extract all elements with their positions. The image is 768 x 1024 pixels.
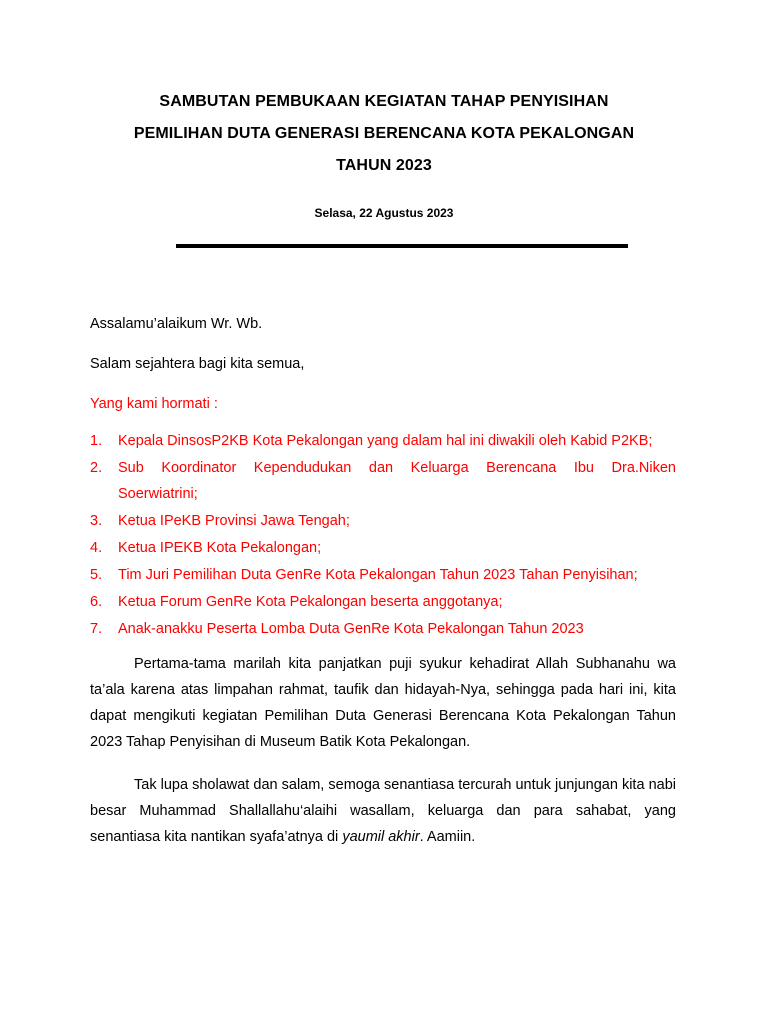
list-item-text: Kepala DinsosP2KB Kota Pekalongan yang dalam hal ini diwakili oleh Kabid P2KB; [118, 433, 653, 449]
list-item-number: 6. [90, 594, 103, 610]
document-date: Selasa, 22 Agustus 2023 [314, 206, 454, 220]
list-item [90, 508, 676, 534]
list-item-text-continued: Soerwiatrini; [118, 486, 198, 502]
title-divider [176, 244, 628, 248]
respect-heading: Yang kami hormati : [90, 396, 218, 412]
list-item-text: Tim Juri Pemilihan Duta GenRe Kota Pekalongan Tahun 2023 Tahan Penyisihan; [118, 567, 638, 583]
list-item-text: Ketua Forum GenRe Kota Pekalongan beserta anggotanya; [118, 594, 503, 610]
list-item [90, 535, 676, 561]
list-item [90, 428, 676, 454]
body-paragraph-2-text: Tak lupa sholawat dan salam, semoga senantiasa tercurah untuk junjungan kita nabi besar Muhammad Shallallahu‘alaihi wasallam, keluarga dan para sahabat, yang senantiasa kita nantikan syafa’atnya di [90, 777, 676, 845]
document-title-line-1: SAMBUTAN PEMBUKAAN KEGIATAN TAHAP PENYISIHAN [159, 93, 609, 110]
list-item-text: Ketua IPeKB Provinsi Jawa Tengah; [118, 513, 350, 529]
document-title-line-3: TAHUN 2023 [336, 157, 432, 174]
document-title-line-2: PEMILIHAN DUTA GENERASI BERENCANA KOTA PEKALONGAN [133, 125, 635, 142]
list-item-text: Ketua IPEKB Kota Pekalongan; [118, 540, 322, 556]
list-item-number: 4. [90, 540, 103, 556]
body-paragraph-2-end: . Aamiin. [419, 829, 476, 845]
list-item-text: Anak-anakku Peserta Lomba Duta GenRe Kota Pekalongan Tahun 2023 [118, 621, 584, 637]
list-item-number: 7. [90, 621, 103, 637]
body-paragraph-2 [90, 772, 676, 850]
list-item [90, 562, 676, 588]
list-item [90, 589, 676, 615]
body-paragraph-1: Pertama-tama marilah kita panjatkan puji syukur kehadirat Allah Subhanahu wa ta’ala karena atas limpahan rahmat, taufik dan hidayah-Nya, sehingga pada hari ini, kita dapat mengikuti kegiatan Pemilihan Duta Generasi Berencana Kota Pekalongan Tahun 2023 Tahap Penyisihan di Museum Batik Kota Pekalongan. [90, 656, 676, 750]
list-item-text: Sub Koordinator Kependudukan dan Keluarga Berencana Ibu Dra.Niken [118, 460, 676, 476]
list-item-number: 5. [90, 567, 103, 583]
list-item-number: 2. [90, 460, 103, 476]
list-item [90, 455, 676, 507]
list-item-number: 1. [90, 433, 103, 449]
greeting-salam-sejahtera: Salam sejahtera bagi kita semua, [90, 356, 305, 372]
list-item [90, 616, 676, 642]
greeting-salam: Assalamu’alaikum Wr. Wb. [90, 316, 263, 332]
body-paragraph-2-italic: yaumil akhir [342, 829, 420, 845]
list-item-number: 3. [90, 513, 103, 529]
